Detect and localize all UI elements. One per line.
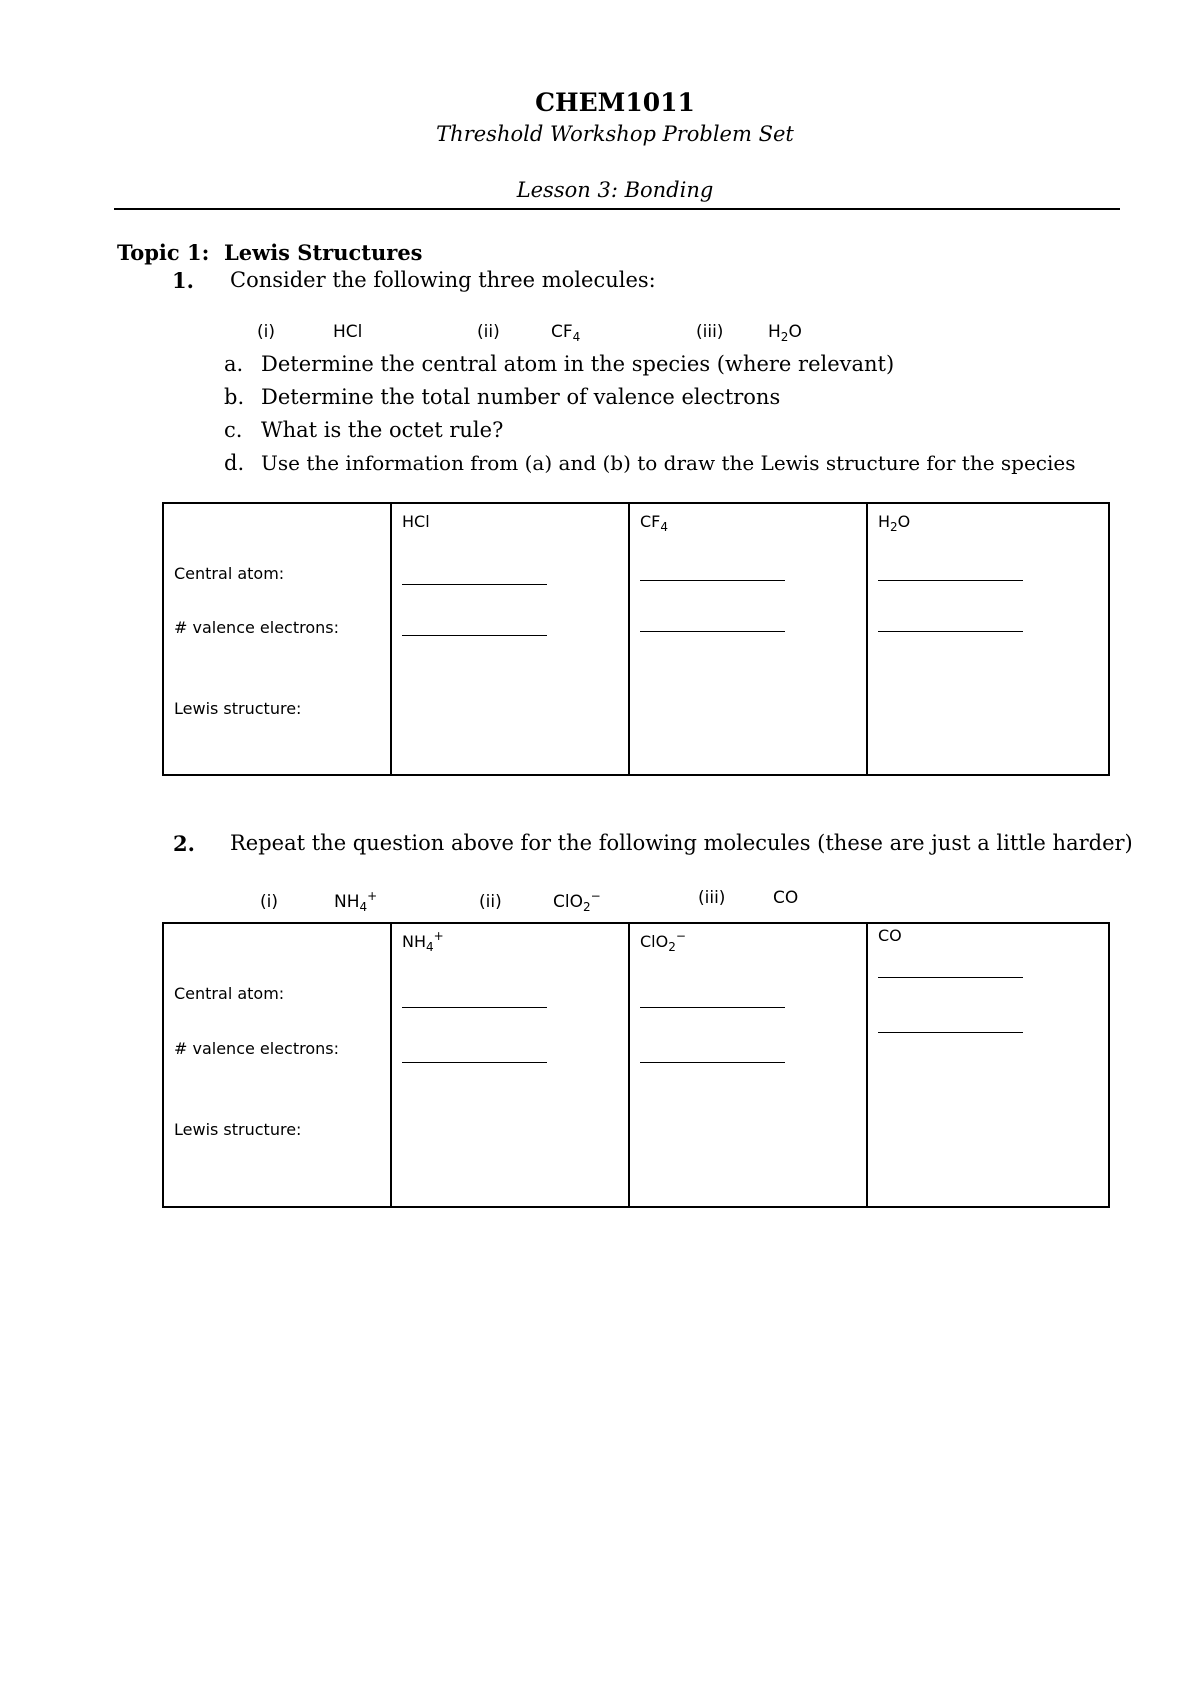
q2-molecule-1-roman: (i) (260, 892, 278, 912)
q1-item-a-text: Determine the central atom in the species (where relevant) (261, 352, 895, 376)
lewis-structure-label: Lewis structure: (174, 1120, 302, 1139)
q1-column-h2o[interactable] (867, 503, 1109, 775)
question-2-text: Repeat the question above for the following molecules (these are just a little harder) (230, 831, 1133, 855)
valence-electrons-answer-line[interactable] (878, 631, 1023, 632)
header-divider (114, 208, 1120, 210)
document-subtitle: Threshold Workshop Problem Set (436, 122, 794, 146)
lesson-title: Lesson 3: Bonding (516, 178, 714, 202)
q1-molecule-3-roman: (iii) (696, 322, 724, 342)
question-1-number: 1. (172, 268, 194, 293)
central-atom-answer-line[interactable] (878, 977, 1023, 978)
q2-molecule-2: ClO$_2$− (553, 889, 601, 914)
q1-molecule-2-roman: (ii) (477, 322, 500, 342)
q2-molecule-1: $NH_4^+$ (334, 889, 378, 914)
central-atom-answer-line[interactable] (402, 1007, 547, 1008)
q1-molecule-1: HCl (333, 322, 363, 342)
question-1-answer-table (162, 502, 1110, 776)
q2-column-nh4[interactable] (391, 923, 629, 1207)
valence-electrons-answer-line[interactable] (402, 1062, 547, 1063)
q1-molecule-3: $H_2O$ (768, 322, 802, 344)
q2-column-header: $NH_4^+$ (402, 929, 444, 954)
q1-item-c-text: What is the octet rule? (261, 418, 504, 442)
q1-molecule-1-roman: (i) (257, 322, 275, 342)
q1-row-labels-cell (163, 503, 391, 775)
q1-column-header: HCl (402, 512, 430, 531)
q1-item-c-letter: c. (224, 418, 243, 442)
central-atom-label: Central atom: (174, 984, 285, 1003)
q1-item-a-letter: a. (224, 352, 244, 376)
q1-item-d-text: Use the information from (a) and (b) to draw the Lewis structure for the species (261, 451, 1076, 475)
q1-column-header: $H_2O$ (878, 512, 911, 534)
q2-molecule-3: CO (773, 888, 799, 908)
q2-column-header: ClO$_2$− (640, 929, 686, 954)
question-1-text: Consider the following three molecules: (230, 268, 656, 292)
q1-column-header: $CF_4$ (640, 512, 669, 534)
question-2-number: 2. (173, 831, 195, 856)
topic-heading (117, 240, 423, 265)
q2-row-labels-cell (163, 923, 391, 1207)
q1-column-cf4[interactable] (629, 503, 867, 775)
question-2-answer-table (162, 922, 1110, 1208)
lewis-structure-label: Lewis structure: (174, 699, 302, 718)
q1-column-hcl[interactable] (391, 503, 629, 775)
valence-electrons-answer-line[interactable] (640, 1062, 785, 1063)
q2-column-header: CO (878, 926, 902, 945)
valence-electrons-answer-line[interactable] (640, 631, 785, 632)
central-atom-answer-line[interactable] (640, 580, 785, 581)
valence-electrons-answer-line[interactable] (878, 1032, 1023, 1033)
q1-item-b-letter: b. (224, 385, 245, 409)
q2-column-clo2[interactable] (629, 923, 867, 1207)
q2-column-co[interactable] (867, 923, 1109, 1207)
central-atom-answer-line[interactable] (640, 1007, 785, 1008)
central-atom-answer-line[interactable] (878, 580, 1023, 581)
valence-electrons-label: # valence electrons: (174, 1039, 340, 1058)
course-code: CHEM1011 (535, 88, 695, 117)
central-atom-label: Central atom: (174, 564, 285, 583)
central-atom-answer-line[interactable] (402, 584, 547, 585)
q1-item-d-letter: d. (224, 451, 245, 475)
q2-molecule-2-roman: (ii) (479, 892, 502, 912)
q2-molecule-3-roman: (iii) (698, 888, 726, 908)
q1-molecule-2: $CF_4$ (551, 322, 581, 344)
topic-label: Topic 1: (117, 240, 210, 265)
valence-electrons-answer-line[interactable] (402, 635, 547, 636)
valence-electrons-label: # valence electrons: (174, 618, 340, 637)
topic-title: Lewis Structures (223, 240, 423, 265)
q1-item-b-text: Determine the total number of valence electrons (261, 385, 781, 409)
